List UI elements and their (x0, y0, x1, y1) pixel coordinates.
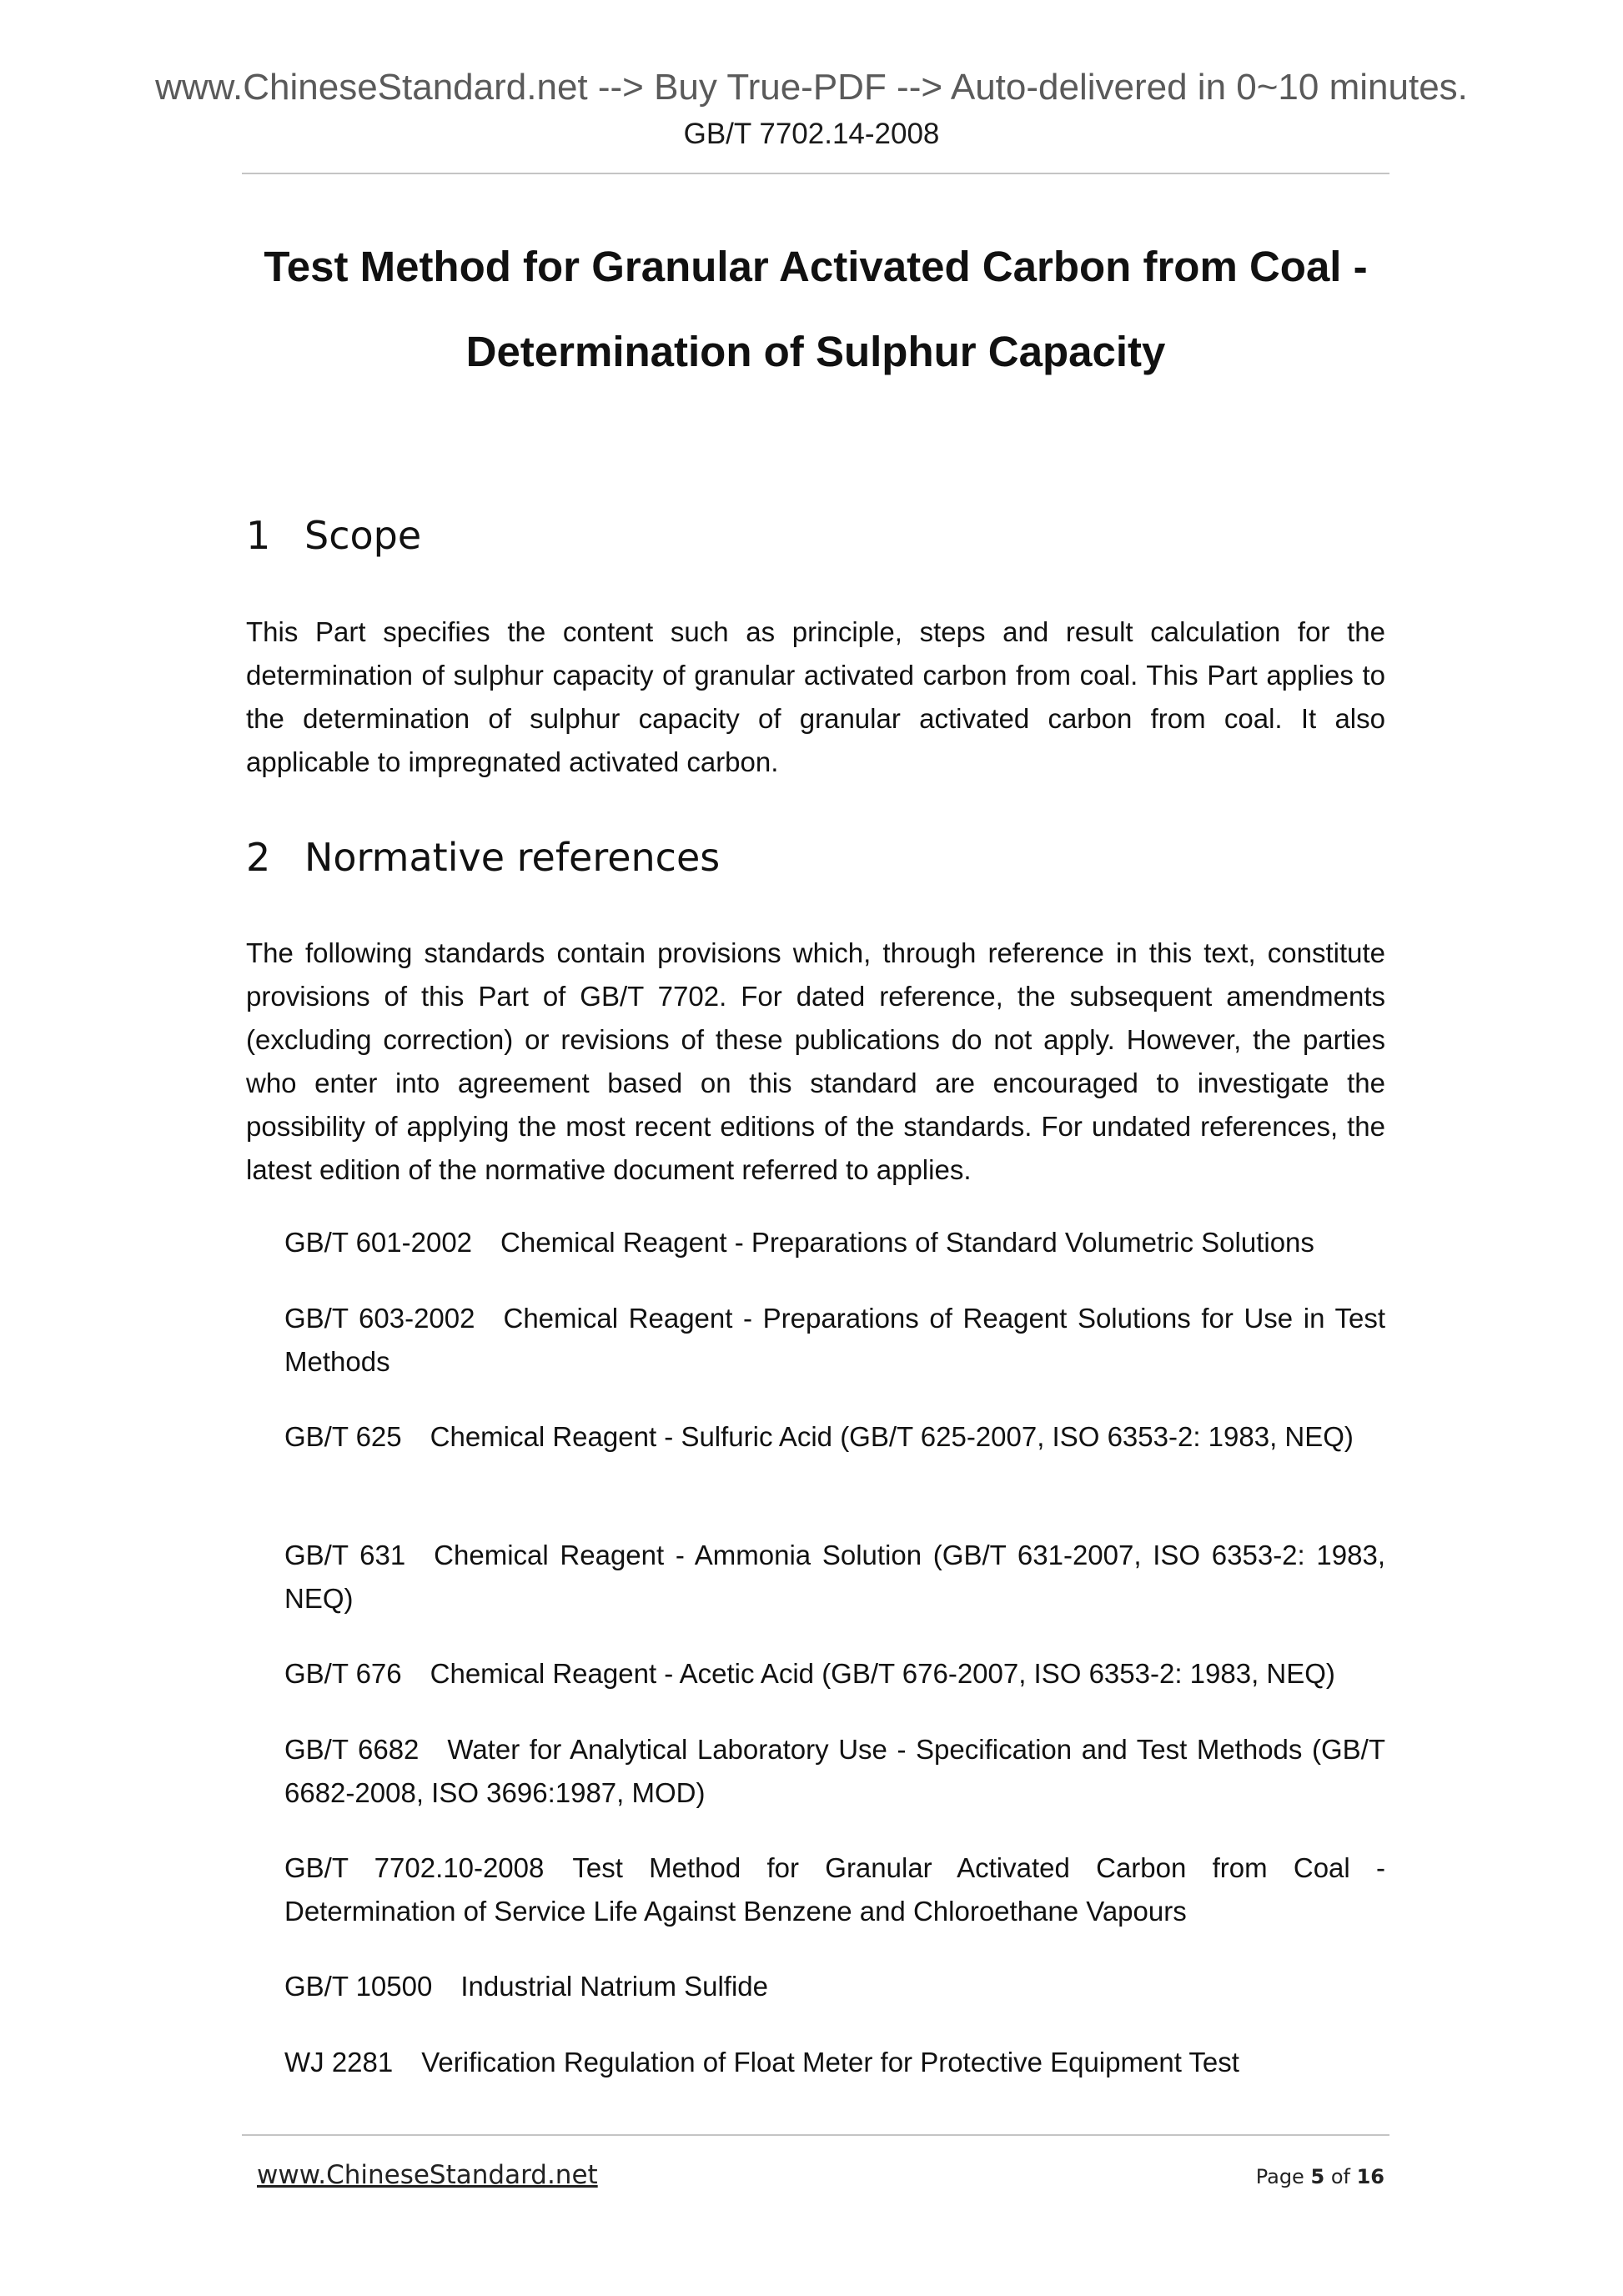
normative-references-paragraph: The following standards contain provisions which, through reference in this text, constitute provisions of this Part of GB/T 7702. For dated reference, the subsequent amendments (excluding correction) or revisions of these publications do not apply. However, the parties who enter into agreement based on this standard are encouraged to investigate the possibility of applying the most recent editions of the standards. For undated references, the latest edition of the normative document referred to applies. (246, 937, 1385, 1185)
header-banner[interactable]: www.ChineseStandard.net --> Buy True-PDF --> Auto-delivered in 0~10 minutes. (155, 67, 1468, 108)
reference-item (284, 1415, 1385, 1459)
reference-title: Test Method for Granular Activated Carbon from Coal - Determination of Service Life Against Benzene and Chloroethane Vapours (284, 1852, 1386, 1927)
page-number: 5 (1310, 2165, 1325, 2188)
page-indicator (1256, 2165, 1384, 2188)
reference-code: GB/T 676 (284, 1658, 402, 1689)
standard-code: GB/T 7702.14-2008 (683, 118, 940, 150)
section-heading-normative-references (246, 834, 720, 881)
reference-item (284, 1846, 1385, 1933)
reference-item (284, 1534, 1385, 1620)
footer-divider (242, 2134, 1389, 2136)
reference-code: GB/T 625 (284, 1421, 402, 1452)
reference-item (284, 1652, 1385, 1696)
page-total: 16 (1356, 2165, 1384, 2188)
reference-code: GB/T 6682 (284, 1734, 420, 1765)
reference-item (284, 1297, 1385, 1384)
of-label: of (1330, 2165, 1350, 2188)
reference-code: GB/T 7702.10-2008 (284, 1852, 545, 1883)
reference-title: Chemical Reagent - Preparations of Reagent Solutions for Use in Test Methods (284, 1303, 1385, 1377)
reference-item (284, 2041, 1385, 2084)
scope-paragraph: This Part specifies the content such as principle, steps and result calculation for the determination of sulphur capacity of granular activated carbon from coal. This Part applies to the determination of sulphur capacity of granular activated carbon from coal. It also applicable to impregnated activated carbon. (246, 616, 1385, 777)
reference-item (284, 1221, 1385, 1264)
section-title: Normative references (304, 835, 721, 880)
reference-code: WJ 2281 (284, 2047, 394, 2077)
reference-title: Verification Regulation of Float Meter for Protective Equipment Test (421, 2047, 1239, 2077)
section-number: 2 (246, 835, 271, 880)
reference-code: GB/T 603-2002 (284, 1303, 475, 1334)
section-title: Scope (304, 513, 422, 558)
page-label: Page (1255, 2165, 1304, 2188)
header-divider (242, 173, 1389, 174)
reference-title: Chemical Reagent - Sulfuric Acid (GB/T 625-2007, ISO 6353-2: 1983, NEQ) (430, 1421, 1354, 1452)
section-heading-scope (246, 512, 421, 559)
reference-code: GB/T 631 (284, 1540, 406, 1570)
reference-item (284, 1728, 1385, 1815)
reference-code: GB/T 10500 (284, 1971, 433, 2002)
reference-title: Water for Analytical Laboratory Use - Specification and Test Methods (GB/T 6682-2008, ISO 3696:1987, MOD) (284, 1734, 1385, 1808)
section-number: 1 (246, 513, 271, 558)
reference-title: Chemical Reagent - Acetic Acid (GB/T 676-2007, ISO 6353-2: 1983, NEQ) (430, 1658, 1335, 1689)
reference-title: Chemical Reagent - Preparations of Standard Volumetric Solutions (500, 1227, 1314, 1258)
reference-item (284, 1965, 1385, 2008)
reference-title: Industrial Natrium Sulfide (460, 1971, 768, 2002)
reference-code: GB/T 601-2002 (284, 1227, 473, 1258)
footer-website-link[interactable]: www.ChineseStandard.net (257, 2160, 598, 2190)
reference-title: Chemical Reagent - Ammonia Solution (GB/T 631-2007, ISO 6353-2: 1983, NEQ) (284, 1540, 1385, 1614)
document-title-line-1: Test Method for Granular Activated Carbon from Coal - (264, 243, 1368, 290)
document-title-line-2: Determination of Sulphur Capacity (465, 328, 1166, 375)
